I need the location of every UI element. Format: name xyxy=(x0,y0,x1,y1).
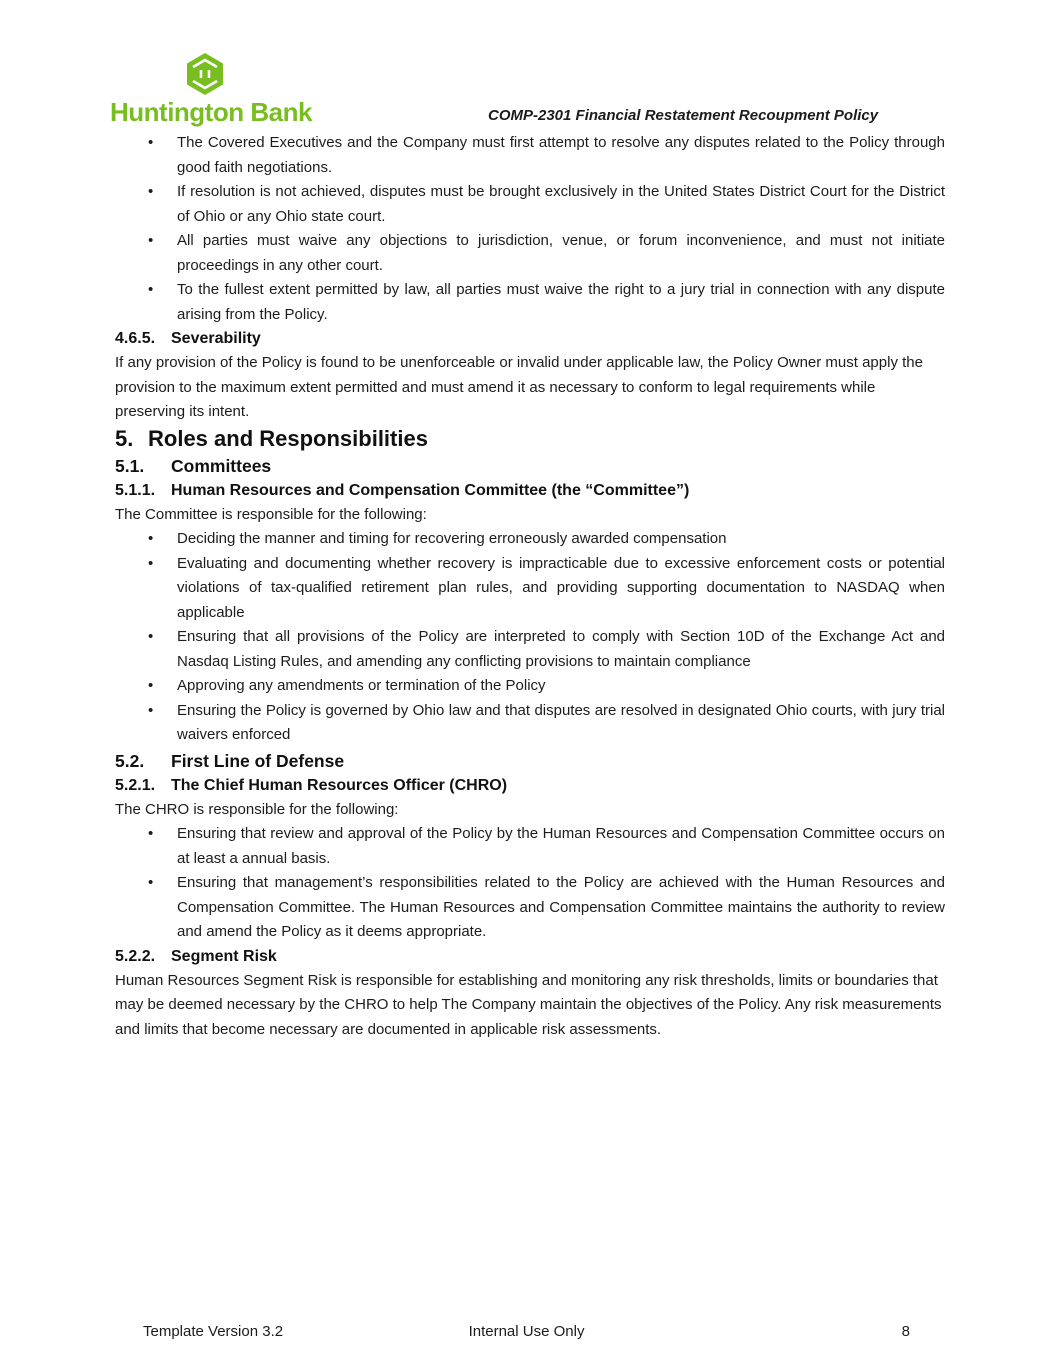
footer-template-version: Template Version 3.2 xyxy=(143,1323,284,1340)
committee-responsibilities-list xyxy=(115,527,945,748)
heading-title: Roles and Responsibilities xyxy=(148,425,428,451)
heading-number: 4.6.5. xyxy=(115,330,156,347)
heading-number: 5.2.1. xyxy=(115,776,156,794)
list-item: • If resolution is not achieved, disputes must be brought exclusively in the United States District Court for the District of Ohio or any Ohio state court. xyxy=(115,180,945,229)
heading-number: 5.1.1. xyxy=(115,481,156,499)
heading-title: Severability xyxy=(171,330,261,347)
list-item: • Approving any amendments or termination of the Policy xyxy=(115,674,945,699)
huntington-logo xyxy=(110,52,312,127)
footer-page-number: 8 xyxy=(901,1323,911,1340)
list-item: • Ensuring that all provisions of the Policy are interpreted to comply with Section 10D of the Exchange Act and Nasdaq Listing Rules, and amending any conflicting provisions to maintain compliance xyxy=(115,625,945,674)
document-header-title: COMP-2301 Financial Restatement Recoupment Policy xyxy=(488,107,879,124)
heading-first-line-of-defense xyxy=(115,748,945,774)
severability-paragraph: If any provision of the Policy is found to be unenforceable or invalid under applicable law, the Policy Owner must apply the provision to the maximum extent permitted and must amend it as necessary to conform to legal requirements while preserving its intent. xyxy=(115,354,923,420)
list-item: • All parties must waive any objections to jurisdiction, venue, or forum inconvenience, and must not initiate proceedings in any other court. xyxy=(115,229,945,278)
heading-chro xyxy=(115,774,945,798)
list-item: • To the fullest extent permitted by law, all parties must waive the right to a jury trial in connection with any dispute arising from the Policy. xyxy=(115,278,945,327)
heading-segment-risk xyxy=(115,945,945,969)
segment-risk-paragraph: Human Resources Segment Risk is responsible for establishing and monitoring any risk thresholds, limits or boundaries that may be deemed necessary by the CHRO to help The Company maintain the objectives of the Policy. Any risk measurements and limits that become necessary are documented in applicable risk assessments. xyxy=(115,971,942,1038)
list-item: • Deciding the manner and timing for recovering erroneously awarded compensation xyxy=(115,527,945,552)
list-item: • Evaluating and documenting whether recovery is impracticable due to excessive enforcement costs or potential violations of tax-qualified retirement plan rules, and providing supporting documentation to NASDAQ when applicable xyxy=(115,552,945,626)
document-body xyxy=(115,131,945,1042)
heading-number: 5.2. xyxy=(115,750,145,771)
heading-hr-compensation-committee xyxy=(115,479,945,503)
heading-roles-and-responsibilities xyxy=(115,425,945,453)
footer-classification: Internal Use Only xyxy=(468,1323,585,1340)
heading-number: 5. xyxy=(115,425,134,451)
list-item: • Ensuring that review and approval of the Policy by the Human Resources and Compensation Committee occurs on at least a annual basis. xyxy=(115,822,945,871)
heading-committees xyxy=(115,453,945,479)
logo-wordmark: Huntington Bank xyxy=(110,97,312,127)
heading-title: The Chief Human Resources Officer (CHRO) xyxy=(171,776,508,794)
list-item: • Ensuring that management’s responsibilities related to the Policy are achieved with the Human Resources and Compensation Committee. The Human Resources and Compensation Committee maintains the authority to review and amend the Policy as it deems appropriate. xyxy=(115,871,945,945)
dispute-resolution-bullet-list xyxy=(115,131,945,327)
page-footer xyxy=(115,1320,945,1344)
heading-number: 5.2.2. xyxy=(115,947,156,965)
list-item: • The Covered Executives and the Company must first attempt to resolve any disputes related to the Policy through good faith negotiations. xyxy=(115,131,945,180)
committee-intro-paragraph: The Committee is responsible for the following: xyxy=(115,505,427,523)
heading-title: First Line of Defense xyxy=(171,750,345,771)
heading-severability xyxy=(115,327,945,351)
chro-intro-paragraph: The CHRO is responsible for the following: xyxy=(115,800,399,818)
hexagon-weave-icon xyxy=(186,52,224,96)
heading-title: Segment Risk xyxy=(171,947,277,965)
chro-responsibilities-list xyxy=(115,822,945,945)
heading-title: Human Resources and Compensation Committee (the “Committee”) xyxy=(171,481,690,499)
heading-title: Committees xyxy=(171,455,272,476)
heading-number: 5.1. xyxy=(115,455,145,476)
list-item: • Ensuring the Policy is governed by Ohio law and that disputes are resolved in designated Ohio courts, with jury trial waivers enforced xyxy=(115,699,945,748)
